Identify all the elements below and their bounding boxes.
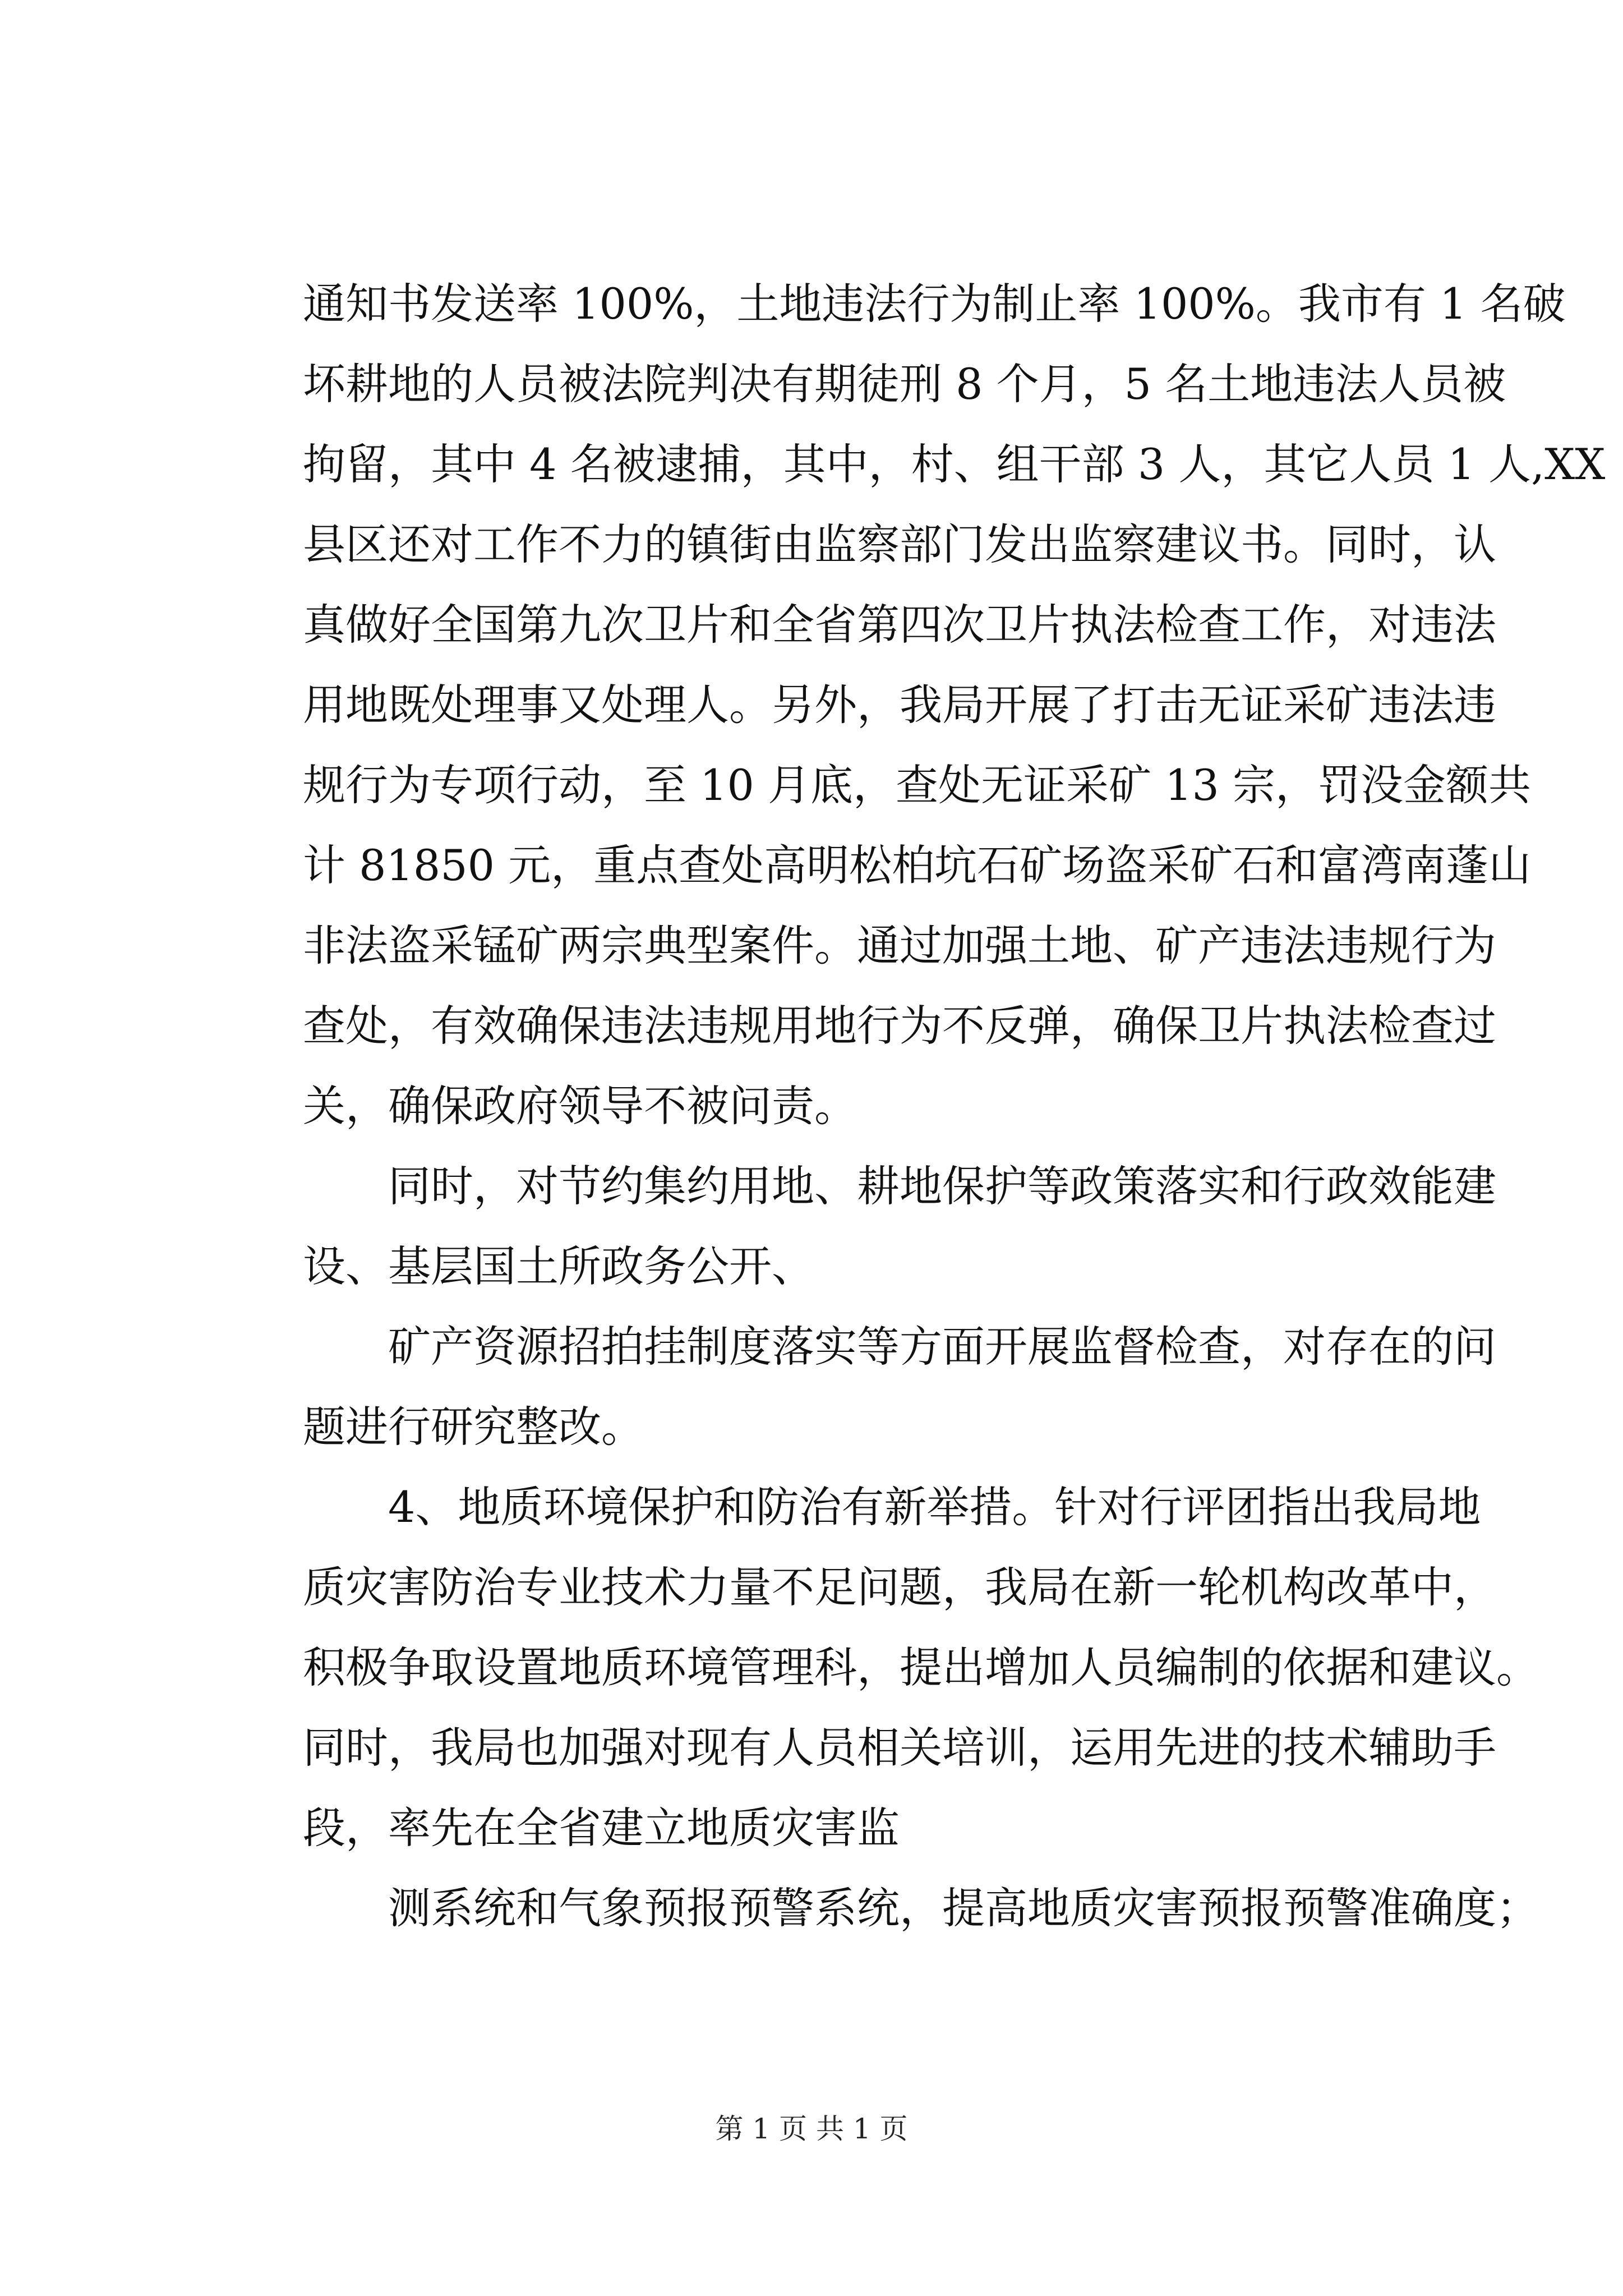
text-line: 4、地质环境保护和防治有新举措。针对行评团指出我局地: [388, 1482, 1481, 1532]
text-line: 同时，我局也加强对现有人员相关培训，运用先进的技术辅助手: [303, 1723, 1496, 1773]
text-line: 题进行研究整改。: [303, 1402, 644, 1452]
text-line: 质灾害防治专业技术力量不足问题，我局在新一轮机构改革中，: [303, 1562, 1496, 1612]
text-line: 矿产资源招拍挂制度落实等方面开展监督检查，对存在的问: [388, 1322, 1496, 1372]
text-line: 设、基层国土所政务公开、: [303, 1241, 814, 1291]
page-number-footer: 第 1 页 共 1 页: [715, 2113, 908, 2145]
text-line: 用地既处理事又处理人。另外，我局开展了打击无证采矿违法违: [303, 680, 1496, 730]
text-line: 规行为专项行动，至 10 月底，查处无证采矿 13 宗，罚没金额共: [303, 760, 1532, 810]
text-line: 测系统和气象预报预警系统，提高地质灾害预报预警准确度；: [388, 1883, 1539, 1933]
text-line: 查处，有效确保违法违规用地行为不反弹，确保卫片执法检查过: [303, 1001, 1496, 1051]
text-line: 计 81850 元，重点查处高明松柏坑石矿场盗采矿石和富湾南蓬山: [303, 840, 1532, 890]
text-line: 同时，对节约集约用地、耕地保护等政策落实和行政效能建: [388, 1161, 1496, 1211]
document-body: [303, 264, 1606, 1948]
text-line: 拘留，其中 4 名被逮捕，其中，村、组干部 3 人，其它人员 1 人,XX: [303, 439, 1606, 489]
text-line: 非法盗采锰矿两宗典型案件。通过加强土地、矿产违法违规行为: [303, 921, 1496, 970]
text-line: 真做好全国第九次卫片和全省第四次卫片执法检查工作，对违法: [303, 600, 1496, 650]
text-line: 关，确保政府领导不被问责。: [303, 1081, 857, 1131]
text-line: 通知书发送率 100%，土地违法行为制止率 100%。我市有 1 名破: [303, 279, 1566, 329]
text-line: 积极争取设置地质环境管理科，提出增加人员编制的依据和建议。: [303, 1642, 1539, 1692]
text-line: 县区还对工作不力的镇街由监察部门发出监察建议书。同时，认: [303, 519, 1496, 569]
text-line: 坏耕地的人员被法院判决有期徒刑 8 个月，5 名土地违法人员被: [303, 359, 1506, 409]
text-line: 段，率先在全省建立地质灾害监: [303, 1803, 900, 1853]
